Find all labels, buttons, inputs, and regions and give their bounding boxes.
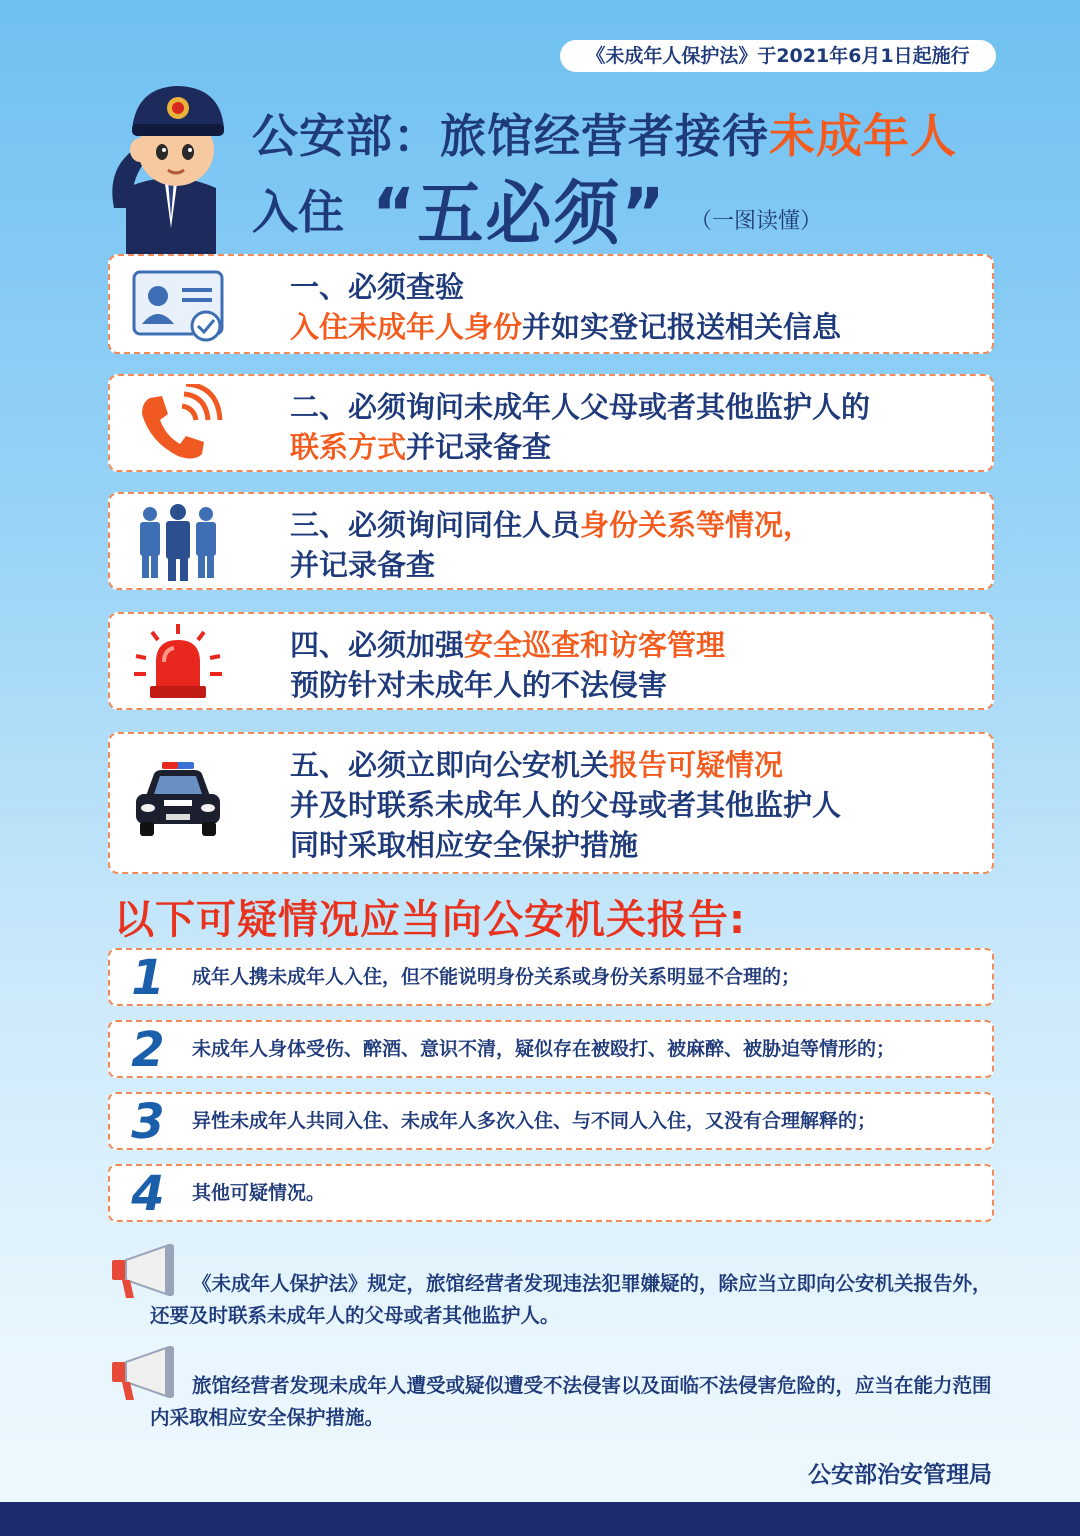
rule-1-line2: [290, 308, 841, 347]
rule-5-line2: [290, 786, 841, 825]
police-car-icon: [128, 760, 228, 840]
rule-1-line1-prefix: 一、必须查验: [290, 270, 465, 304]
law-effective-tag: 《未成年人保护法》于2021年6月1日起施行: [560, 40, 996, 72]
rule-3-line2: [290, 546, 435, 585]
rule-4-line1-highlight: 安全巡查和访客管理: [464, 628, 726, 662]
rule-2-line1: [290, 388, 870, 427]
report-item-3: [108, 1092, 994, 1150]
rule-card-4: [108, 612, 994, 710]
rule-5-line3: 同时采取相应安全保护措施: [290, 828, 639, 862]
law-note-text: 旅馆经营者发现未成年人遭受或疑似遭受不法侵害以及面临不法侵害危险的，应当在能力范围内采取相应安全保护措施。: [150, 1374, 992, 1429]
rule-5-line1-highlight: 报告可疑情况: [609, 748, 784, 782]
rule-1-line1: [290, 268, 464, 307]
page-title-line1: [252, 100, 957, 166]
report-item-text: 其他可疑情况。: [192, 1182, 326, 1204]
rule-3-line1-prefix: 三、必须询问同住人员: [290, 508, 581, 542]
rule-2-line1-prefix: 二、必须询问未成年人父母或者其他监护人的: [290, 390, 871, 424]
rule-2-line2-highlight: 联系方式: [290, 430, 407, 464]
rule-3-line1-highlight: 身份关系等情况，: [580, 508, 813, 542]
report-item-2: [108, 1020, 994, 1078]
report-item-number: 3: [131, 1094, 165, 1150]
report-item-1: [108, 948, 994, 1006]
title-highlight: 未成年人: [769, 109, 957, 163]
report-item-text: 异性未成年人共同入住、未成年人多次入住、与不同人入住，又没有合理解释的；: [192, 1110, 877, 1132]
rule-2-line2: [290, 428, 551, 467]
phone-call-icon: [128, 384, 228, 464]
rule-3-line2-rest: 并记录备查: [290, 548, 436, 582]
rule-4-line2: [290, 666, 667, 705]
rule-5-line1: [290, 746, 783, 785]
rule-5-line1-prefix: 五、必须立即向公安机关: [290, 748, 610, 782]
rule-1-line2-rest: 并如实登记报送相关信息: [522, 310, 842, 344]
page-title-line2: 入住: [252, 185, 344, 239]
law-note-text: 《未成年人保护法》规定，旅馆经营者发现违法犯罪嫌疑的，除应当立即向公安机关报告外，还要及时联系未成年人的父母或者其他监护人。: [150, 1272, 992, 1327]
rule-card-3: [108, 492, 994, 590]
title-prefix: 公安部：旅馆经营者接待: [252, 109, 769, 163]
report-item-text: 未成年人身体受伤、醉酒、意识不清，疑似存在被殴打、被麻醉、被胁迫等情形的；: [192, 1038, 896, 1060]
rule-4-line2-rest: 预防针对未成年人的不法侵害: [290, 668, 668, 702]
report-item-number: 1: [131, 950, 165, 1006]
rule-4-line1-prefix: 四、必须加强: [290, 628, 465, 662]
police-officer-icon: [96, 58, 246, 258]
report-section-title: 以下可疑情况应当向公安机关报告:: [114, 897, 746, 943]
rule-2-line2-rest: 并记录备查: [406, 430, 552, 464]
report-item-text: 成年人携未成年人入住，但不能说明身份关系或身份关系明显不合理的；: [192, 966, 801, 988]
rule-4-line1: [290, 626, 725, 665]
id-card-check-icon: [128, 266, 228, 346]
page-title-five-musts: “五必须”: [372, 173, 667, 255]
report-item-4: [108, 1164, 994, 1222]
group-people-icon: [128, 502, 228, 582]
rule-3-line1: [290, 506, 812, 545]
page-subtitle: （一图读懂）: [690, 209, 823, 234]
issuer-signature: 公安部治安管理局: [808, 1462, 992, 1488]
rule-card-5: [108, 732, 994, 874]
rule-card-1: [108, 254, 994, 354]
police-siren-icon: [128, 622, 228, 702]
rule-5-line2-rest: 并及时联系未成年人的父母或者其他监护人: [290, 788, 842, 822]
footer-bar: [0, 1502, 1080, 1536]
rule-1-line2-highlight: 入住未成年人身份: [290, 310, 523, 344]
report-item-number: 2: [131, 1022, 165, 1078]
rule-card-2: [108, 374, 994, 472]
report-item-number: 4: [131, 1166, 165, 1222]
